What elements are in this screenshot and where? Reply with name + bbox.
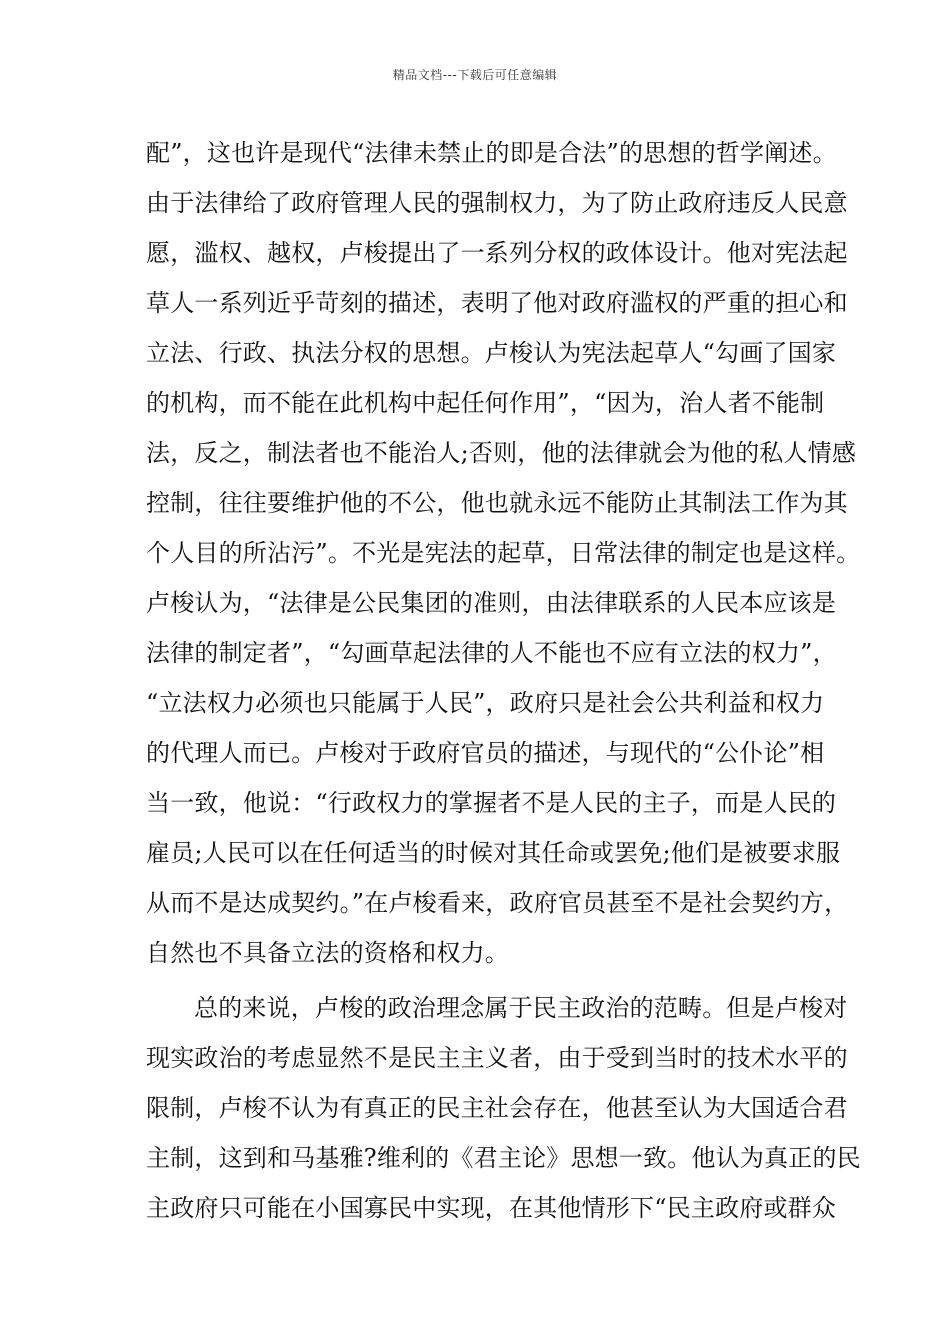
text-line: 现实政治的考虑显然不是民主主义者，由于受到当时的技术水平的 [146, 1044, 848, 1072]
text-line: 自然也不具备立法的资格和权力。 [146, 939, 509, 967]
text-line: 由于法律给了政府管理人民的强制权力，为了防止政府违反人民意 [146, 189, 848, 217]
text-line: 草人一系列近乎苛刻的描述，表明了他对政府滥权的严重的担心和 [146, 289, 848, 317]
text-line: “立法权力必须也只能属于人民”，政府只是社会公共利益和权力 [146, 689, 825, 717]
text-line: 卢梭认为，“法律是公民集团的准则，由法律联系的人民本应该是 [146, 589, 837, 617]
text-line: 从而不是达成契约。”在卢梭看来，政府官员甚至不是社会契约方， [146, 889, 849, 917]
text-line: 控制，往往要维护他的不公，他也就永远不能防止其制法工作为其 [146, 489, 848, 517]
text-line: 法律的制定者”，“勾画草起法律的人不能也不应有立法的权力”， [146, 639, 837, 667]
text-line: 法，反之，制法者也不能治人;否则，他的法律就会为他的私人情感 [146, 439, 857, 467]
text-line: 总的来说，卢梭的政治理念属于民主政治的范畴。但是卢梭对 [194, 994, 848, 1022]
text-line: 立法、行政、执法分权的思想。卢梭认为宪法起草人“勾画了国家 [146, 339, 837, 367]
text-line: 的代理人而已。卢梭对于政府官员的描述，与现代的“公仆论”相 [146, 739, 825, 767]
text-line: 配”，这也许是现代“法律未禁止的即是合法”的思想的哲学阐述。 [146, 139, 837, 167]
paragraph [146, 128, 861, 978]
text-line: 当一致，他说：“行政权力的掌握者不是人民的主子，而是人民的 [146, 789, 837, 817]
text-line: 限制，卢梭不认为有真正的民主社会存在，他甚至认为大国适合君 [146, 1094, 848, 1122]
document-body [146, 128, 861, 1233]
text-line: 主政府只可能在小国寡民中实现，在其他情形下“民主政府或群众 [146, 1194, 837, 1222]
text-line: 雇员;人民可以在任何适当的时候对其任命或罢免;他们是被要求服 [146, 839, 841, 867]
paragraph [146, 983, 861, 1233]
page-header: 精品文档---下载后可任意编辑 [392, 68, 558, 82]
text-line: 愿，滥权、越权，卢梭提出了一系列分权的政体设计。他对宪法起 [146, 239, 848, 267]
text-line: 个人目的所沾污”。不光是宪法的起草，日常法律的制定也是这样。 [146, 539, 861, 567]
text-line: 主制，这到和马基雅?维利的《君主论》思想一致。他认为真正的民 [146, 1144, 861, 1172]
text-line: 的机构，而不能在此机构中起任何作用”，“因为，治人者不能制 [146, 389, 825, 417]
